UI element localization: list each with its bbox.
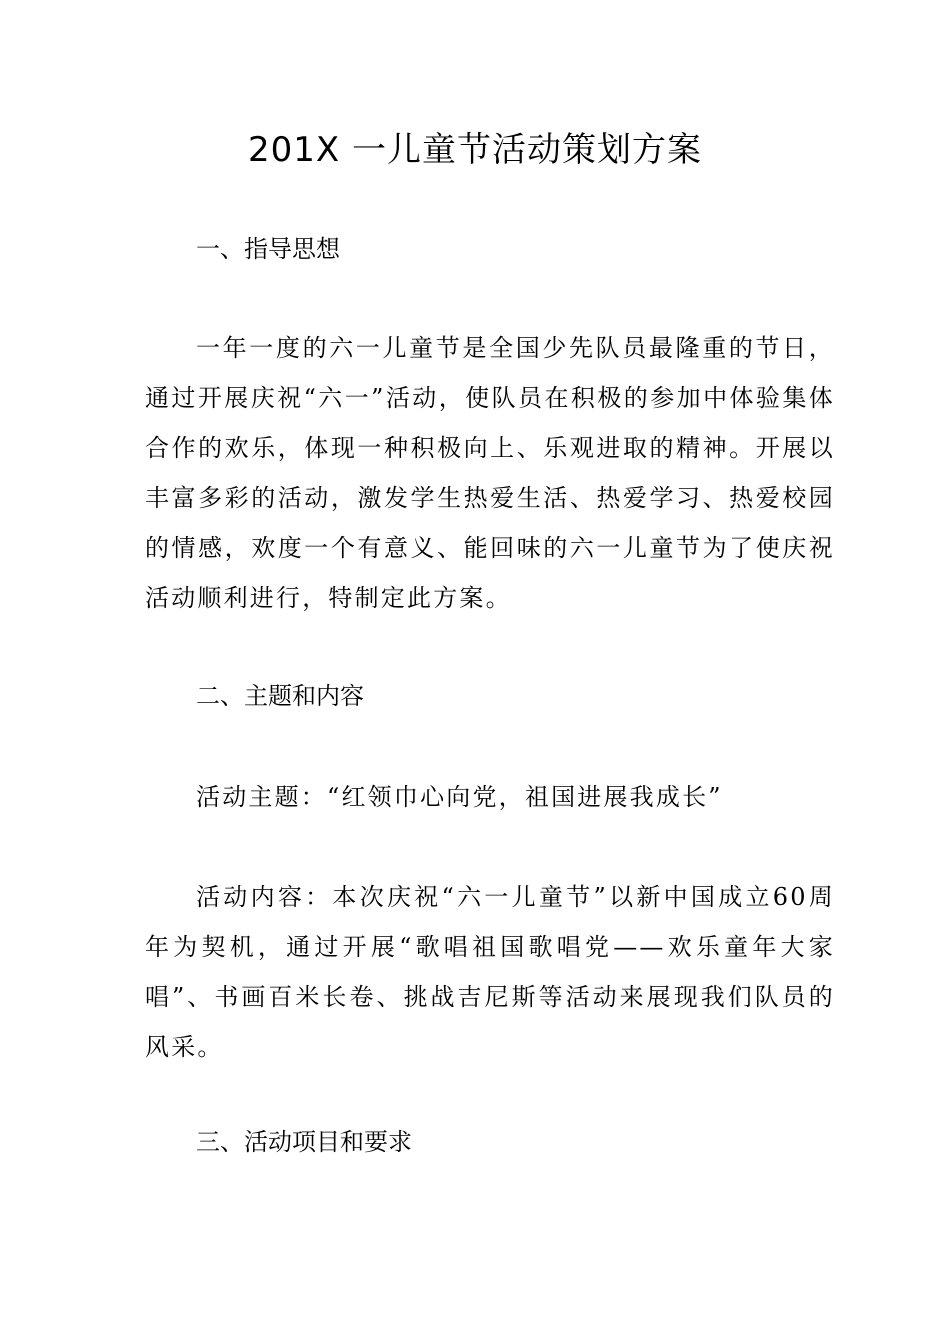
section-heading-activity-items: 三、活动项目和要求	[196, 1128, 412, 1156]
document-title: 201X 一儿童节活动策划方案	[248, 130, 702, 170]
section-heading-theme-content: 二、主题和内容	[196, 682, 364, 710]
paragraph-guiding-ideology: 一年一度的六一儿童节是全国少先队员最隆重的节日，通过开展庆祝“六一”活动，使队员在积极的参加中体验集体合作的欢乐，体现一种积极向上、乐观进取的精神。开展以丰富多彩的活动，激发学生热爱生活、热爱学习、热爱校园的情感，欢度一个有意义、能回味的六一儿童节为了使庆祝活动顺利进行，特制定此方案。	[145, 334, 835, 612]
paragraph-activity-theme: 活动主题：“红领巾心向党，祖国进展我成长”	[196, 783, 723, 811]
section-heading-guiding-ideology: 一、指导思想	[196, 235, 340, 263]
paragraph-activity-content: 活动内容：本次庆祝“六一儿童节”以新中国成立60周年为契机，通过开展“歌唱祖国歌唱党——欢乐童年大家唱”、书画百米长卷、挑战吉尼斯等活动来展现我们队员的风采。	[145, 883, 835, 1061]
